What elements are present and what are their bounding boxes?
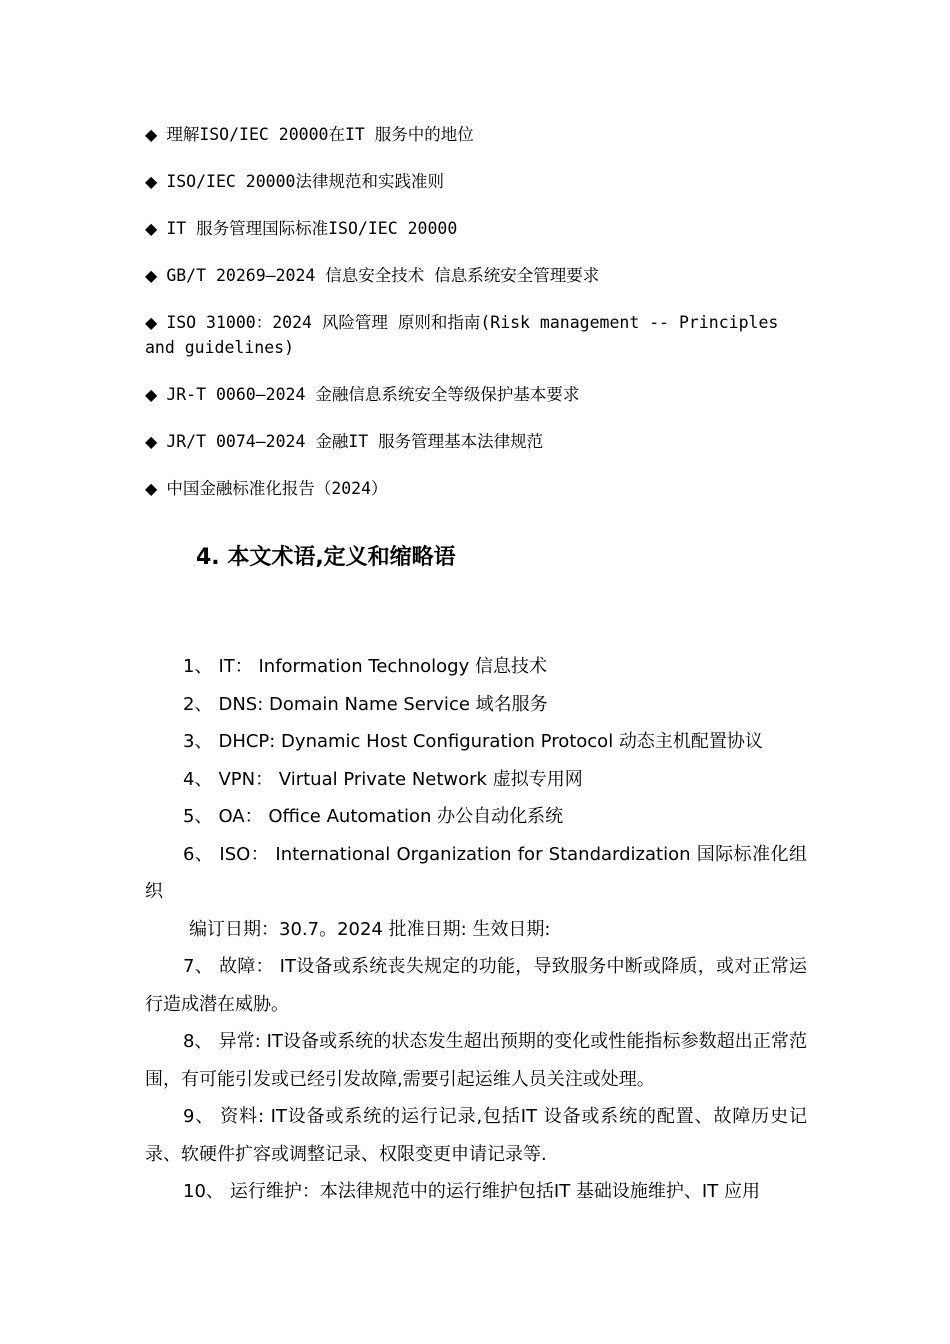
term-number: 1、: [183, 656, 213, 677]
term-number: 5、: [183, 806, 213, 827]
diamond-bullet-icon: ◆: [145, 432, 158, 451]
term-item: [145, 1023, 807, 1098]
term-number: 9、: [183, 1106, 215, 1127]
term-number: 8、: [183, 1031, 213, 1052]
reference-item: [145, 122, 815, 147]
term-number: 3、: [183, 731, 213, 752]
term-number: 6、: [183, 843, 214, 865]
term-text: VPN： Virtual Private Network 虚拟专用网: [218, 768, 583, 790]
diamond-bullet-icon: ◆: [145, 479, 158, 498]
term-item: [145, 1173, 807, 1211]
reference-item: [145, 263, 815, 288]
term-text: ISO： International Organization for Standardization 国际标准化组织: [145, 843, 807, 902]
term-item: [145, 686, 807, 724]
term-text: 故障： IT设备或系统丧失规定的功能，导致服务中断或降质，或对正常运行造成潜在威胁。: [145, 956, 807, 1015]
term-text: OA： Office Automation 办公自动化系统: [218, 806, 564, 827]
diamond-bullet-icon: ◆: [145, 266, 158, 285]
term-item: [145, 948, 807, 1023]
diamond-bullet-icon: ◆: [145, 219, 158, 238]
reference-text: GB/T 20269—2024 信息安全技术 信息系统安全管理要求: [166, 266, 600, 285]
term-item: [145, 761, 807, 799]
date-text: 编订日期：30.7。2024 批准日期: 生效日期:: [189, 918, 551, 940]
term-text: 运行维护：本法律规范中的运行维护包括IT 基础设施维护、IT 应用: [229, 1181, 760, 1202]
term-text: IT： Information Technology 信息技术: [218, 656, 547, 677]
diamond-bullet-icon: ◆: [145, 313, 158, 332]
reference-item: [145, 476, 815, 501]
term-number: 7、: [183, 956, 213, 977]
term-item: [145, 798, 807, 836]
term-number: 10、: [183, 1181, 224, 1202]
reference-item: [145, 169, 815, 194]
term-item: [145, 648, 807, 686]
reference-item: [145, 310, 815, 360]
term-item: [145, 1098, 807, 1173]
term-number: 2、: [183, 693, 213, 715]
reference-text: ISO/IEC 20000法律规范和实践准则: [166, 172, 444, 191]
reference-text: 中国金融标准化报告（2024）: [166, 479, 388, 498]
reference-item: [145, 216, 815, 241]
term-item: [145, 836, 807, 911]
term-text: 资料: IT设备或系统的运行记录,包括IT 设备或系统的配置、故障历史记录、软硬件扩容或调整记录、权限变更申请记录等.: [145, 1106, 808, 1165]
reference-item: [145, 382, 815, 407]
reference-text: JR-T 0060—2024 金融信息系统安全等级保护基本要求: [166, 385, 580, 404]
section-heading: 4. 本文术语,定义和缩略语: [196, 545, 456, 570]
date-line: [145, 911, 807, 949]
reference-text: 理解ISO/IEC 20000在IT 服务中的地位: [166, 125, 474, 144]
reference-text: JR/T 0074—2024 金融IT 服务管理基本法律规范: [166, 432, 544, 451]
term-text: 异常: IT设备或系统的状态发生超出预期的变化或性能指标参数超出正常范围，有可能引发或已经引发故障,需要引起运维人员关注或处理。: [145, 1031, 808, 1090]
reference-item: [145, 429, 815, 454]
reference-text: ISO 31000：2024 风险管理 原则和指南(Risk management -- Principles and guidelines): [145, 313, 779, 357]
reference-list: [145, 122, 815, 523]
term-text: DNS: Domain Name Service 域名服务: [218, 693, 548, 715]
diamond-bullet-icon: ◆: [145, 385, 158, 404]
diamond-bullet-icon: ◆: [145, 172, 158, 191]
reference-text: IT 服务管理国际标准ISO/IEC 20000: [166, 219, 458, 238]
diamond-bullet-icon: ◆: [145, 125, 158, 144]
term-text: DHCP: Dynamic Host Configuration Protocol 动态主机配置协议: [218, 731, 763, 752]
terms-list: [145, 648, 807, 1211]
term-item: [145, 723, 807, 761]
term-number: 4、: [183, 768, 213, 790]
